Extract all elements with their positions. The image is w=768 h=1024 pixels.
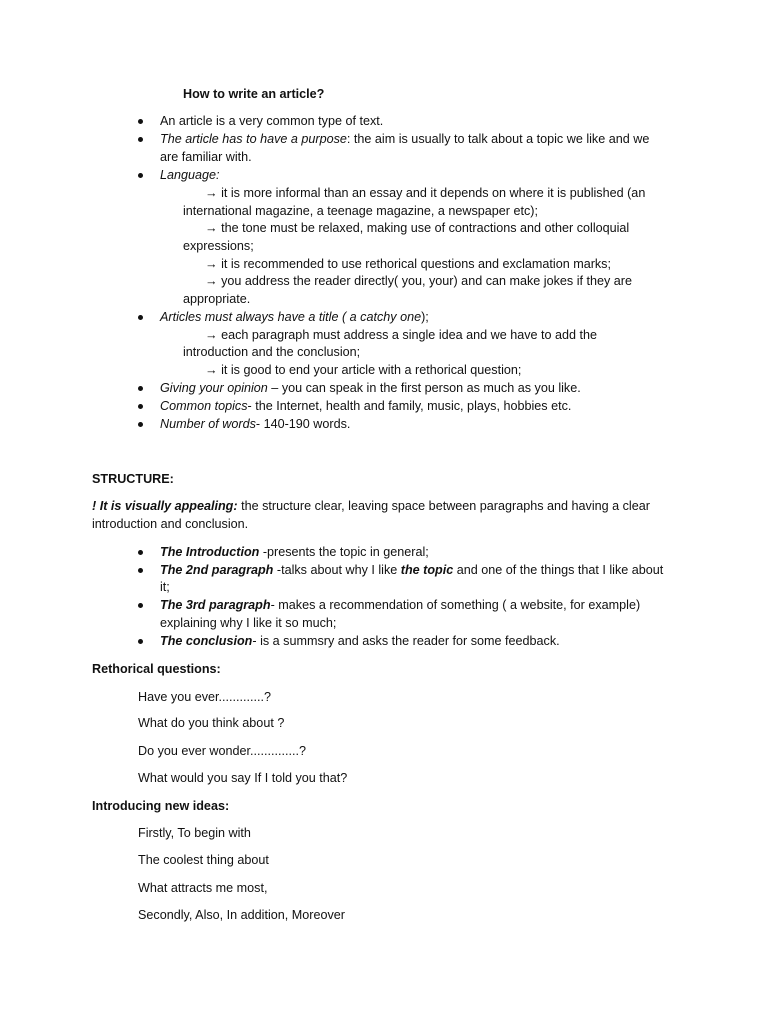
words-label: Number of words xyxy=(160,417,256,431)
bullet xyxy=(138,137,143,142)
language-label: Language: xyxy=(160,168,220,182)
purpose-label: The article has to have a purpose xyxy=(160,132,347,146)
opinion-label: Giving your opinion xyxy=(160,381,268,395)
new-idea-phrase: The coolest thing about xyxy=(138,853,269,867)
purpose-text: : the aim is usually to talk about a topic we like and we xyxy=(346,132,650,146)
structure-item xyxy=(160,562,663,580)
second-paragraph-label: The 2nd paragraph xyxy=(160,563,274,577)
language-point-cont: international magazine, a teenage magazine, a newspaper etc); xyxy=(183,204,538,218)
appeal-label: ! It is visually appealing: xyxy=(92,499,238,513)
rhetorical-question: Do you ever wonder..............? xyxy=(138,744,306,758)
second-paragraph-text: -talks about why I like xyxy=(273,563,401,577)
title-point: → each paragraph must address a single idea and we have to add the xyxy=(205,328,598,342)
list-item: An article is a very common type of text. xyxy=(160,114,384,128)
opinion-text: – you can speak in the first person as much as you like. xyxy=(267,381,581,395)
the-topic-emphasis: the topic xyxy=(400,563,454,577)
conclusion-text: - is a summsry and asks the reader for some feedback. xyxy=(252,634,560,648)
language-point: → the tone must be relaxed, making use of contractions and other colloquial xyxy=(205,221,630,235)
new-idea-phrase: Firstly, To begin with xyxy=(138,826,251,840)
list-item xyxy=(160,131,649,149)
language-point: → it is more informal than an essay and it depends on where it is published (an xyxy=(205,186,646,200)
bullet xyxy=(138,173,143,178)
third-paragraph-text: - makes a recommendation of something ( a website, for example) xyxy=(270,598,641,612)
rhetorical-question: What would you say If I told you that? xyxy=(138,771,348,785)
new-idea-phrase: Secondly, Also, In addition, Moreover xyxy=(138,908,345,922)
list-item xyxy=(160,416,350,434)
appeal-paragraph-cont: introduction and conclusion. xyxy=(92,517,249,531)
title-rule-label: Articles must always have a title ( a catchy one xyxy=(160,310,422,324)
bullet xyxy=(138,119,143,124)
conclusion-label: The conclusion xyxy=(160,634,253,648)
new-ideas-heading: Introducing new ideas: xyxy=(92,799,230,813)
topics-label: Common topics xyxy=(160,399,248,413)
rhetorical-question: Have you ever.............? xyxy=(138,690,271,704)
introduction-text: -presents the topic in general; xyxy=(259,545,429,559)
appeal-text: the structure clear, leaving space between paragraphs and having a clear xyxy=(237,499,650,513)
rhetorical-question: What do you think about ? xyxy=(138,716,285,730)
language-point: → you address the reader directly( you, your) and can make jokes if they are xyxy=(205,274,632,288)
second-paragraph-text-end: and one of the things that I like about xyxy=(453,563,664,577)
bullet xyxy=(138,422,143,427)
bullet xyxy=(138,568,143,573)
structure-heading: STRUCTURE: xyxy=(92,472,174,486)
new-idea-phrase: What attracts me most, xyxy=(138,881,268,895)
structure-item-cont: it; xyxy=(160,580,170,594)
title-point: → it is good to end your article with a rethorical question; xyxy=(205,363,522,377)
bullet xyxy=(138,550,143,555)
bullet xyxy=(138,639,143,644)
structure-item xyxy=(160,597,640,615)
list-item xyxy=(160,309,429,327)
third-paragraph-label: The 3rd paragraph xyxy=(160,598,271,612)
language-point-cont: appropriate. xyxy=(183,292,251,306)
list-item xyxy=(160,380,581,398)
list-item xyxy=(160,398,571,416)
appeal-paragraph xyxy=(92,498,650,516)
structure-item-cont: explaining why I like it so much; xyxy=(160,616,337,630)
bullet xyxy=(138,386,143,391)
rhetorical-heading: Rethorical questions: xyxy=(92,662,221,676)
structure-item xyxy=(160,633,560,651)
structure-item xyxy=(160,544,429,562)
title-point-cont: introduction and the conclusion; xyxy=(183,345,361,359)
bullet xyxy=(138,603,143,608)
introduction-label: The Introduction xyxy=(160,545,260,559)
bullet xyxy=(138,315,143,320)
words-text: - 140-190 words. xyxy=(255,417,351,431)
language-point: → it is recommended to use rethorical questions and exclamation marks; xyxy=(205,257,611,271)
page-title: How to write an article? xyxy=(183,87,325,101)
bullet xyxy=(138,404,143,409)
title-rule-end: ); xyxy=(421,310,429,324)
topics-text: - the Internet, health and family, music, plays, hobbies etc. xyxy=(247,399,572,413)
language-point-cont: expressions; xyxy=(183,239,254,253)
list-item-continuation: are familiar with. xyxy=(160,150,252,164)
